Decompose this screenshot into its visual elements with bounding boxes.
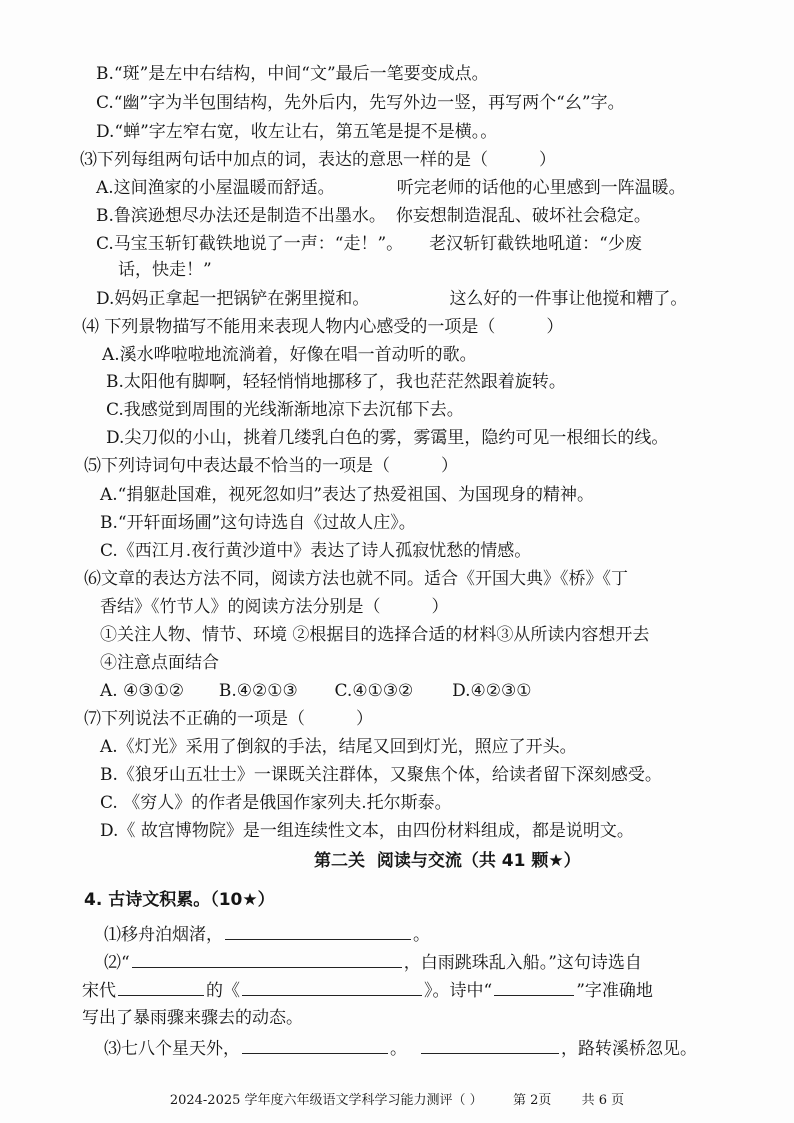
q7-option-c: C. 《穷人》的作者是俄国作家列夫.托尔斯泰。 — [100, 793, 452, 813]
footer-title: 2024-2025 学年度六年级语文学科学习能力测评（ ） — [169, 1093, 483, 1108]
q7-option-a: A.《灯光》采用了倒叙的手法，结尾又回到灯光，照应了开头。 — [100, 737, 577, 757]
q6-methods-line1: ①关注人物、情节、环境 ②根据目的选择合适的材料③从所读内容想开去 — [100, 625, 650, 645]
q7-option-d: D.《 故宫博物院》是一组连续性文本，由四份材料组成，都是说明文。 — [100, 821, 634, 841]
q4-option-a: A.溪水哗啦啦地流淌着，好像在唱一首动听的歌。 — [102, 345, 477, 365]
q3-option-d: D.妈妈正拿起一把锅铲在粥里搅和。 这么好的一件事让他搅和糟了。 — [96, 289, 688, 309]
q7-option-b: B.《狼牙山五壮士》一课既关注群体，又聚焦个体，给读者留下深刻感受。 — [100, 765, 662, 785]
answer-blank[interactable] — [421, 1036, 559, 1054]
q5-option-b: B.“开轩面场圃”这句诗选自《过故人庄》。 — [100, 513, 416, 533]
q3-stem: ⑶下列每组两句话中加点的词，表达的意思一样的是（ ） — [80, 150, 556, 170]
answer-blank[interactable] — [118, 978, 204, 996]
q2-option-d: D.“蝉”字左窄右宽，收左让右，第五笔是提不是横。。 — [96, 122, 498, 142]
poetry-line-3: 宋代 的《 》。诗中“ ”字准确地 — [82, 978, 653, 1003]
q6-option-b: B.④②①③ — [218, 681, 298, 701]
q5-stem: ⑸下列诗词句中表达最不恰当的一项是（ ） — [84, 456, 458, 476]
q6-option-c: C.④①③② — [334, 681, 414, 701]
q3-option-c: C.马宝玉斩钉截铁地说了一声：“走！”。 老汉斩钉截铁地吼道：“少废 — [96, 234, 642, 254]
footer-total-pages: 共 6 页 — [581, 1093, 625, 1108]
q6-stem-line1: ⑹文章的表达方法不同，阅读方法也就不同。适合《开国大典》《桥》《丁 — [84, 569, 628, 589]
poetry-line-1: ⑴移舟泊烟渚， 。 — [104, 922, 430, 947]
page-footer — [0, 1092, 794, 1110]
answer-blank[interactable] — [132, 950, 402, 968]
q2-option-b: B.“斑”是左中右结构，中间“文”最后一笔要变成点。 — [96, 64, 489, 84]
poetry-line-2: ⑵“ ，白雨跳珠乱入船。”这句诗选自 — [104, 950, 642, 975]
poetry-line-5: ⑶七八个星天外， 。 ，路转溪桥忽见。 — [104, 1036, 697, 1061]
q5-option-a: A.“捐躯赴国难，视死忽如归”表达了热爱祖国、为国现身的精神。 — [100, 485, 595, 505]
q3-option-b: B.鲁滨逊想尽办法还是制造不出墨水。 你妄想制造混乱、破坏社会稳定。 — [96, 206, 651, 226]
q2-option-c: C.“幽”字为半包围结构，先外后内，先写外边一竖，再写两个“幺”字。 — [96, 93, 625, 113]
answer-blank[interactable] — [494, 978, 574, 996]
q3-option-c-cont: 话，快走！” — [118, 260, 212, 280]
q7-stem: ⑺下列说法不正确的一项是（ ） — [84, 709, 373, 729]
q3-option-a: A.这间渔家的小屋温暖而舒适。 听完老师的话他的心里感到一阵温暖。 — [96, 178, 686, 198]
q4-option-d: D.尖刀似的小山，挑着几缕乳白色的雾，雾霭里，隐约可见一根细长的线。 — [106, 428, 669, 448]
poetry-question-title: 4. 古诗文积累。（10★） — [84, 890, 275, 910]
q6-stem-line2: 香结》《竹节人》的阅读方法分别是（ ） — [100, 597, 449, 617]
q6-option-d: D.④②③① — [452, 681, 532, 701]
section-2-title: 第二关 阅读与交流（共 41 颗★） — [314, 851, 581, 871]
poetry-line-4: 写出了暴雨骤来骤去的动态。 — [82, 1008, 303, 1028]
answer-blank[interactable] — [242, 1036, 388, 1054]
q6-options — [100, 679, 532, 703]
answer-blank[interactable] — [242, 978, 422, 996]
q6-option-a: A. ④③①② — [100, 681, 185, 701]
q4-stem: ⑷ 下列景物描写不能用来表现人物内心感受的一项是（ ） — [82, 317, 564, 337]
footer-page-number: 第 2页 — [512, 1093, 552, 1108]
q6-methods-line2: ④注意点面结合 — [100, 653, 219, 673]
q4-option-b: B.太阳他有脚啊，轻轻悄悄地挪移了，我也茫茫然跟着旋转。 — [106, 372, 566, 392]
q5-option-c: C.《西江月.夜行黄沙道中》表达了诗人孤寂忧愁的情感。 — [100, 541, 532, 561]
q4-option-c: C.我感觉到周围的光线渐渐地凉下去沉郁下去。 — [106, 400, 464, 420]
answer-blank[interactable] — [225, 922, 411, 940]
